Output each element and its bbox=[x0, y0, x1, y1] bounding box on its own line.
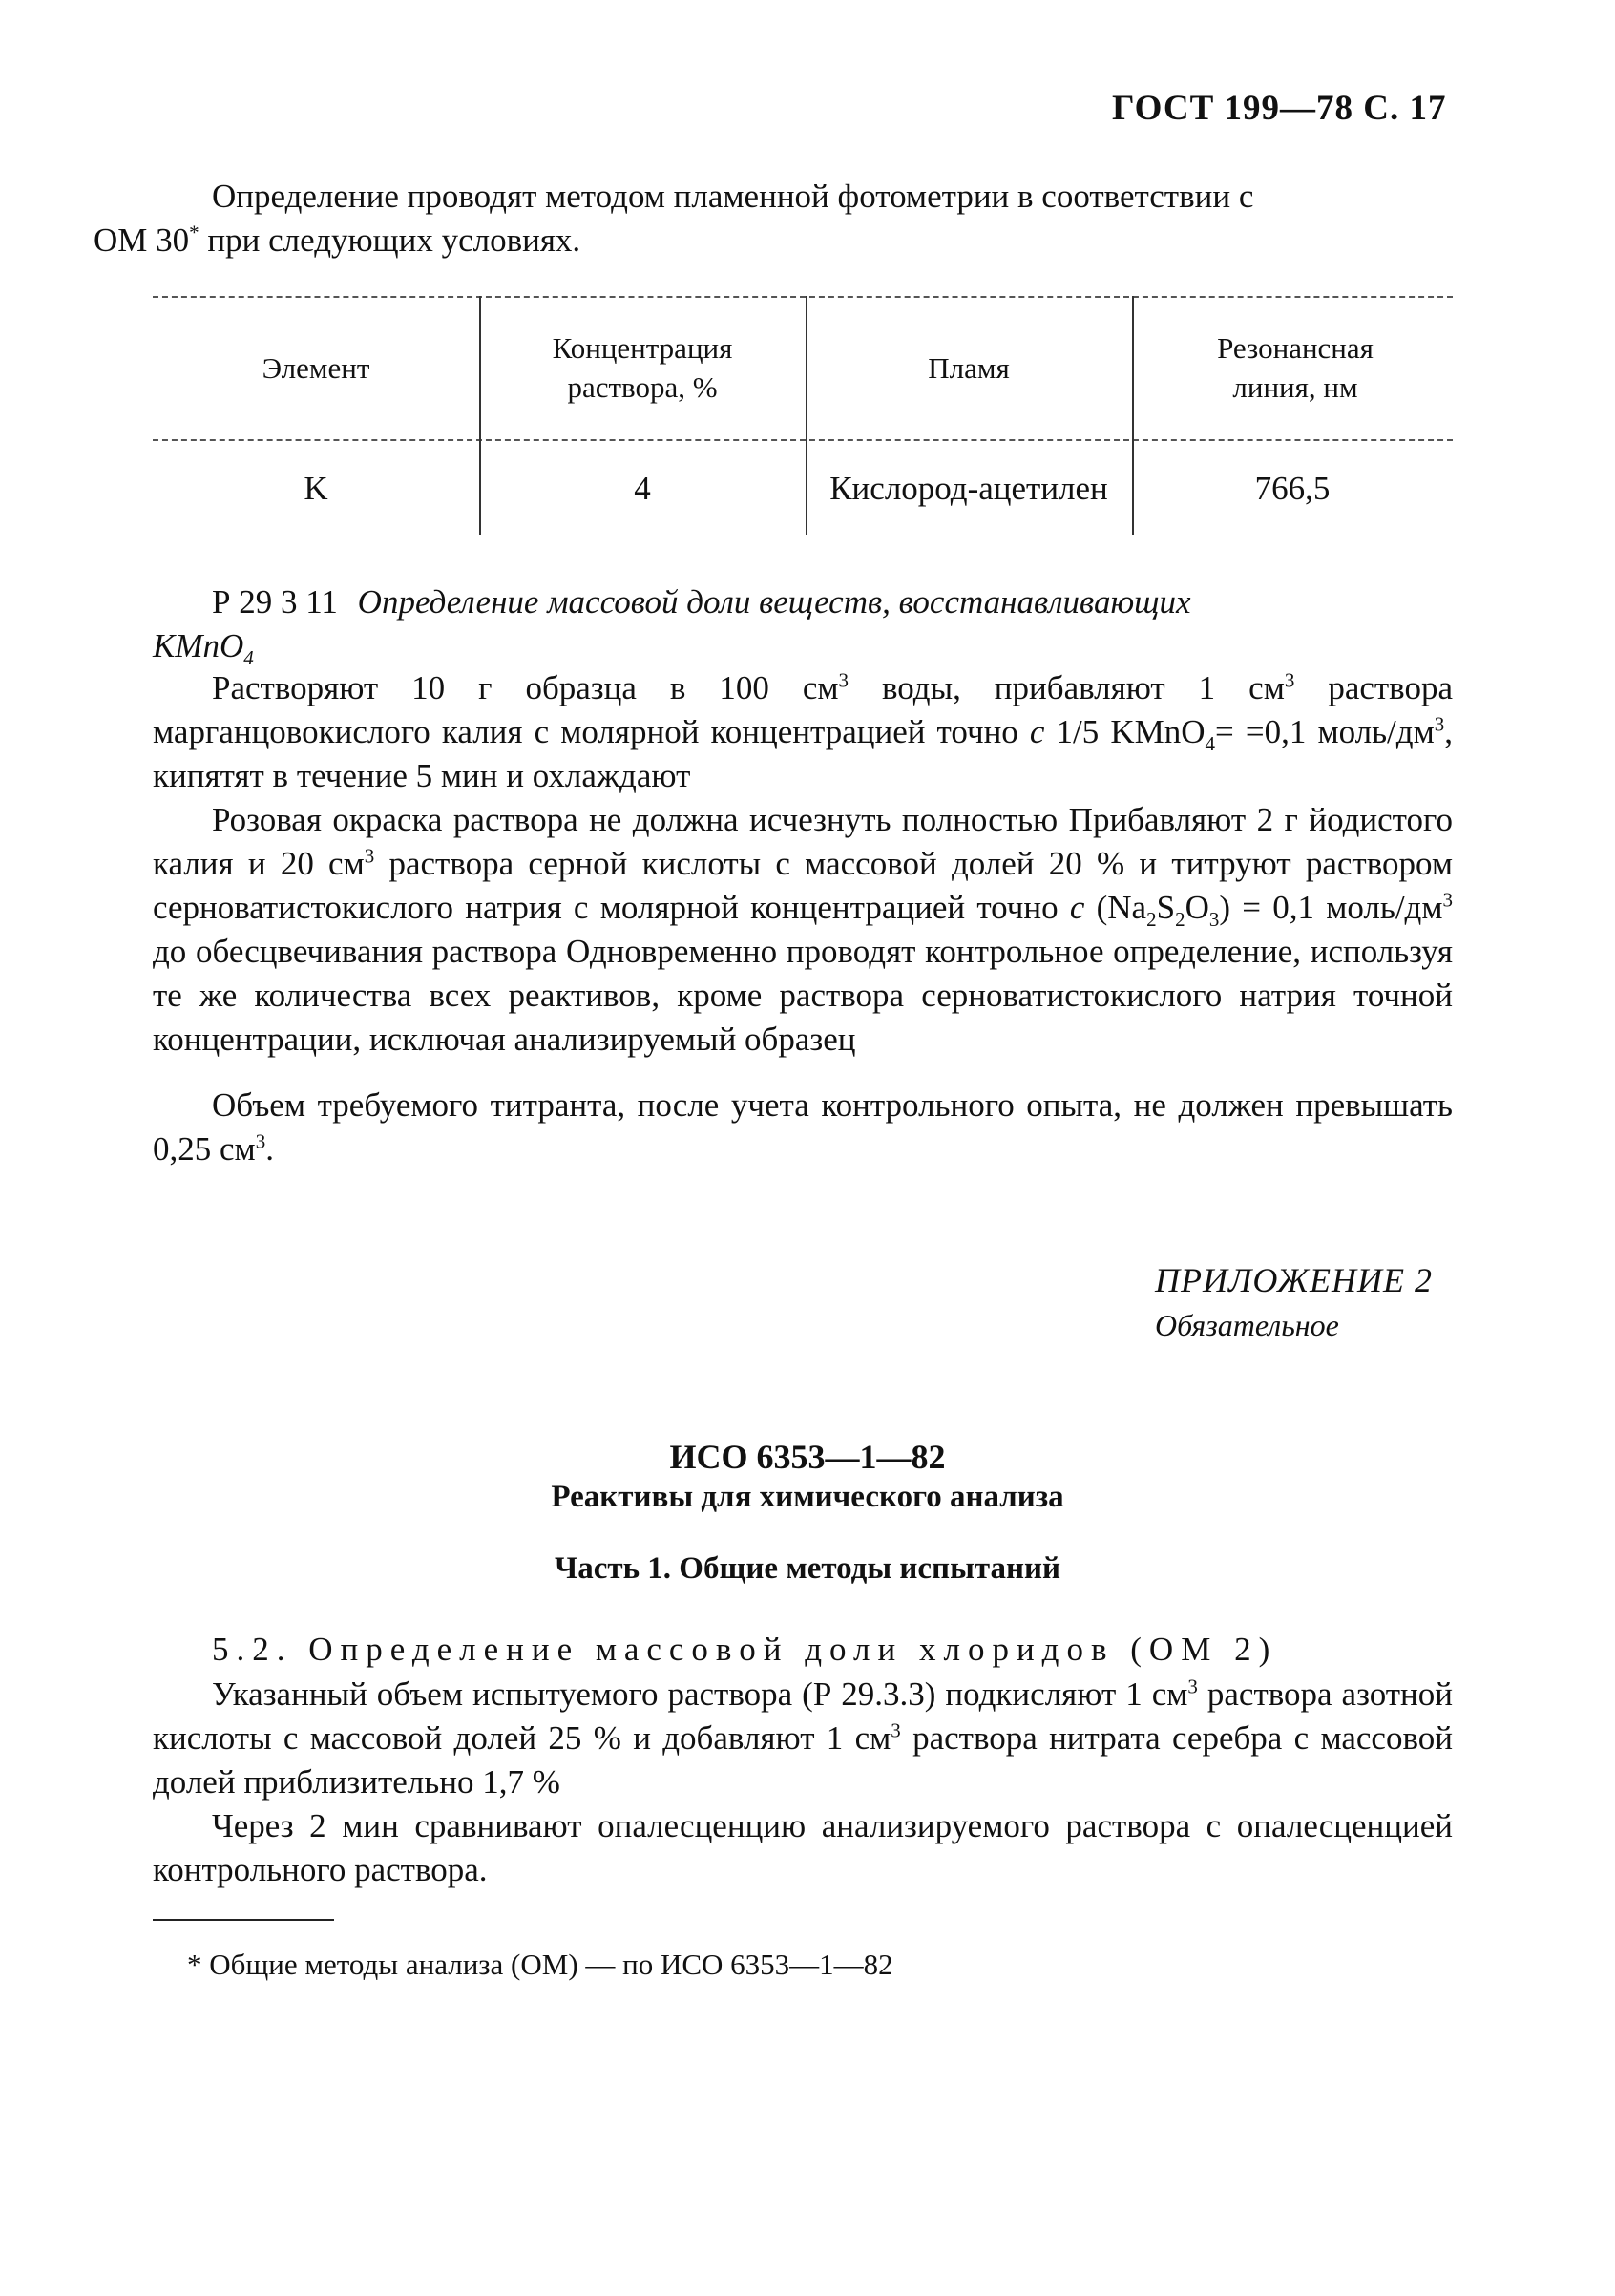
p2-sup-2: 3 bbox=[1442, 888, 1453, 912]
intro-om-ref: ОМ 30 bbox=[94, 221, 190, 259]
p1-text-3: раствора марганцовокислого калия с молярной концентрацией точно bbox=[153, 669, 1453, 750]
table-header-flame: Пламя bbox=[928, 351, 1010, 385]
appendix-section-heading: 5.2. Определение массовой доли хлоридов (ОМ 2) bbox=[212, 1631, 1278, 1668]
appendix-paragraph-2: Через 2 мин сравнивают опалесценцию анализируемого раствора с опалесценцией контрольного раствора. bbox=[153, 1807, 1453, 1888]
table-header-element: Элемент bbox=[262, 351, 370, 385]
ap1-text-1: Указанный объем испытуемого раствора (Р 29.3.3) подкисляют 1 см bbox=[212, 1675, 1188, 1713]
p2-sub-2: 2 bbox=[1175, 908, 1185, 931]
table-cell-resonance-line: 766,5 bbox=[1254, 470, 1331, 507]
ap1-text-3: раствора нитрата серебра с массовой долей приблизительно 1,7 % bbox=[153, 1719, 1453, 1801]
intro-line-1: Определение проводят методом пламенной фотометрии в соответствии с bbox=[212, 178, 1254, 215]
p1-c: с bbox=[1029, 713, 1045, 750]
p2-text-4: S bbox=[1156, 889, 1176, 926]
appendix-label: ПРИЛОЖЕНИЕ 2 bbox=[1155, 1261, 1433, 1299]
p2-text-6: ) = 0,1 моль/дм bbox=[1219, 889, 1443, 926]
footnote-separator bbox=[153, 1919, 334, 1921]
ap1-sup-1: 3 bbox=[1187, 1675, 1198, 1698]
p2-text-7: до обесцвечивания раствора Одновременно проводят контрольное определение, используя те же количества всех реактивов, кроме раствора серноватистокислого натрия точной концентрации, исключая анализируемый образец bbox=[153, 933, 1453, 1058]
p1-text-4: 1/5 KMnO bbox=[1044, 713, 1206, 750]
table-header-resonance-line: Резонансная линия, нм bbox=[1217, 331, 1374, 404]
p1-sup-2: 3 bbox=[1284, 668, 1295, 692]
p1-text-1: Растворяют 10 г образца в 100 см bbox=[212, 669, 839, 706]
p2-sub-3: 3 bbox=[1208, 908, 1220, 931]
p2-text-2: раствора серной кислоты с массовой долей 20 % и титруют раствором серноватистокислого натрия с молярной концентрацией точно bbox=[153, 845, 1453, 926]
section-title: Определение массовой доли веществ, восстанавливающих bbox=[357, 583, 1191, 621]
paragraph-pink-color bbox=[153, 798, 1453, 1062]
p2-sub-1: 2 bbox=[1146, 908, 1157, 931]
table-cell-element: K bbox=[304, 470, 328, 507]
p2-text-3: (Na bbox=[1084, 889, 1147, 926]
intro-paragraph bbox=[94, 175, 1453, 263]
p2-c: с bbox=[1069, 889, 1085, 926]
paragraph-dissolve bbox=[153, 666, 1453, 798]
appendix-status: Обязательное bbox=[1155, 1308, 1339, 1342]
p3-text-2: . bbox=[265, 1130, 274, 1168]
conditions-table bbox=[153, 296, 1453, 535]
p1-text-2: воды, прибавляют 1 см bbox=[849, 669, 1285, 706]
table-header-concentration: Концентрация раствора, % bbox=[552, 331, 733, 404]
p1-text-6: , кипятят в течение 5 мин и охлаждают bbox=[153, 713, 1453, 794]
p2-text-1: Розовая окраска раствора не должна исчезнуть полностью Прибавляют 2 г йодистого калия и 20 см bbox=[153, 801, 1453, 882]
appendix-part-title: Часть 1. Общие методы испытаний bbox=[555, 1551, 1060, 1586]
appendix-standard-subtitle: Реактивы для химического анализа bbox=[551, 1480, 1064, 1514]
p2-text-5: O bbox=[1185, 889, 1209, 926]
table-top-border bbox=[153, 296, 1453, 298]
formula-kmno: KMnO bbox=[153, 627, 244, 664]
appendix-standard-title: ИСО 6353—1—82 bbox=[669, 1438, 946, 1476]
ap1-sup-2: 3 bbox=[891, 1718, 901, 1742]
p1-sup-3: 3 bbox=[1434, 712, 1445, 736]
table-cell-concentration: 4 bbox=[634, 470, 651, 507]
p1-sub-4: 4 bbox=[1205, 732, 1216, 755]
appendix-paragraph-1 bbox=[153, 1673, 1453, 1804]
intro-line-2 bbox=[94, 221, 580, 259]
ap1-text-2: раствора азотной кислоты с массовой долей 25 % и добавляют 1 см bbox=[153, 1675, 1453, 1757]
footnote-text: * Общие методы анализа (ОМ) — по ИСО 6353—1—82 bbox=[187, 1948, 893, 1981]
section-title-formula bbox=[153, 627, 254, 669]
page-header: ГОСТ 199—78 С. 17 bbox=[1112, 89, 1447, 128]
p3-text-1: Объем требуемого титранта, после учета контрольного опыта, не должен превышать 0,25 см bbox=[153, 1086, 1453, 1168]
table-cell-flame: Кислород-ацетилен bbox=[829, 470, 1108, 507]
p2-sup-1: 3 bbox=[364, 844, 375, 868]
section-number: Р 29 3 11 bbox=[212, 583, 338, 621]
table-header-divider bbox=[153, 439, 1453, 441]
p3-sup-1: 3 bbox=[255, 1129, 266, 1153]
formula-sub: 4 bbox=[243, 646, 254, 669]
footnote-marker: * bbox=[189, 221, 199, 244]
section-heading-2931 bbox=[153, 580, 1453, 668]
p1-text-5: = =0,1 моль/дм bbox=[1215, 713, 1435, 750]
paragraph-titrant-volume bbox=[153, 1084, 1453, 1171]
intro-line-2-end: при следующих условиях. bbox=[199, 221, 581, 259]
p1-sup-1: 3 bbox=[838, 668, 849, 692]
